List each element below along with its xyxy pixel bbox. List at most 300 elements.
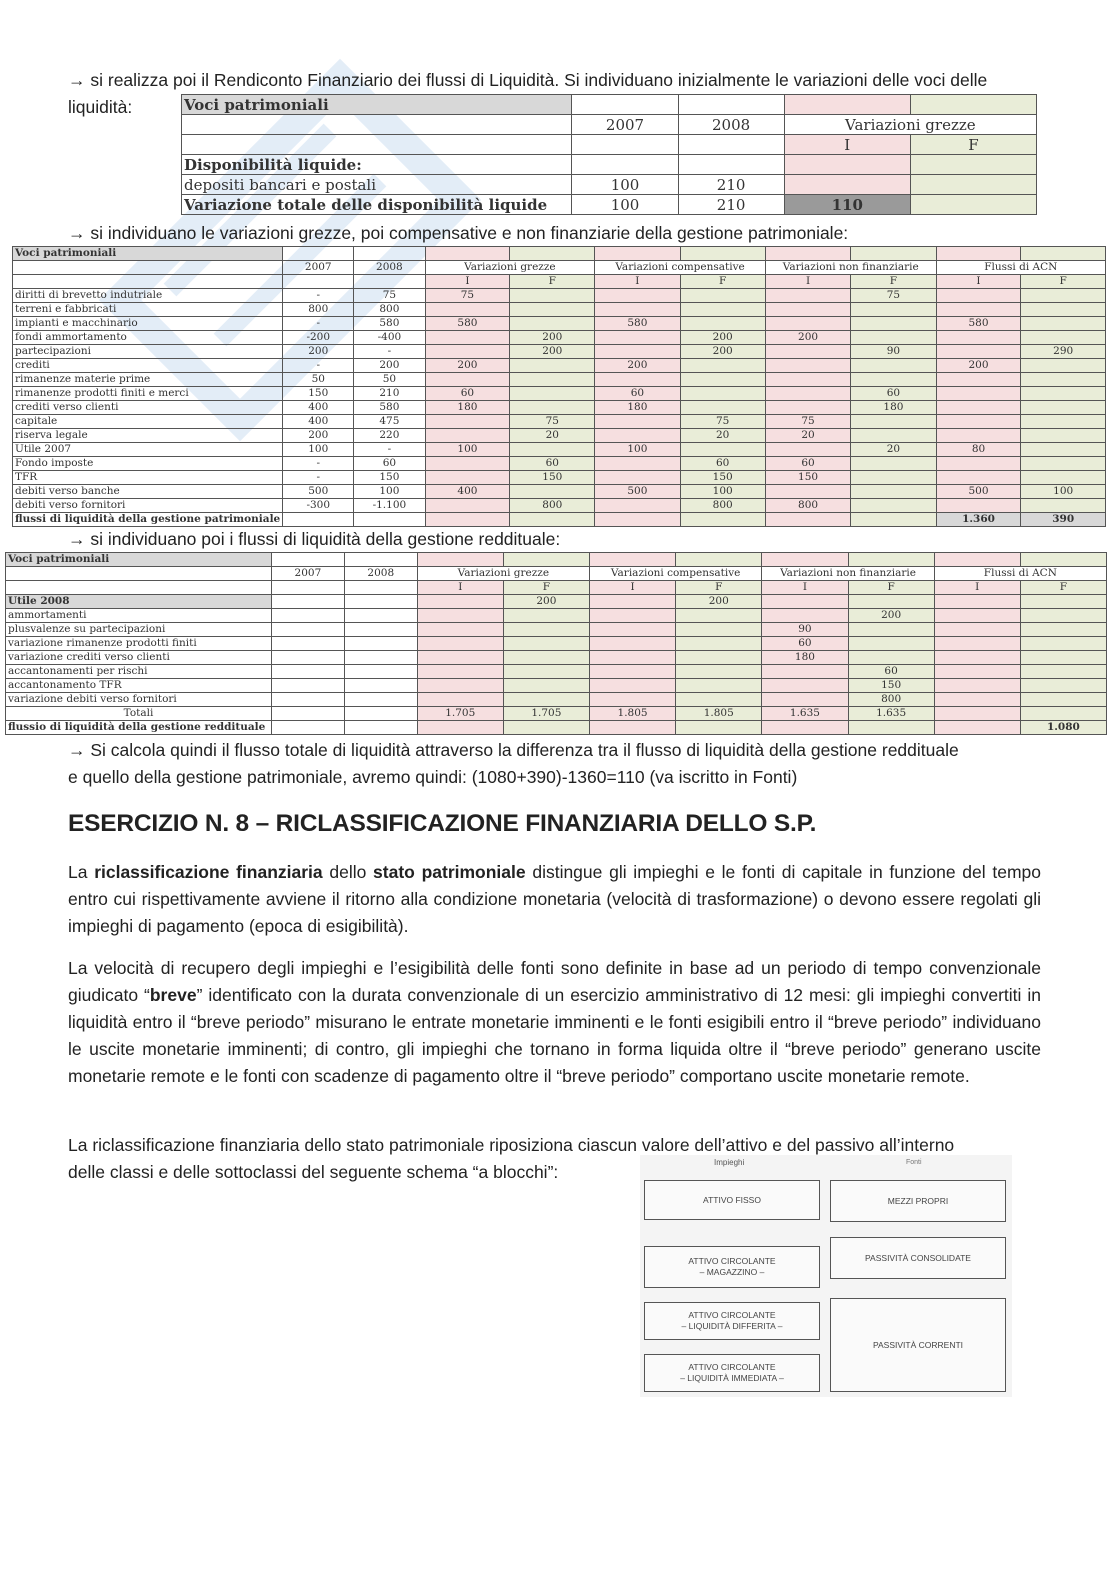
table-row bbox=[13, 289, 1106, 303]
year-value bbox=[344, 623, 417, 637]
flow-value bbox=[595, 499, 680, 513]
flow-value bbox=[589, 595, 675, 609]
table-row: Variazione totale delle disponibilità liquide 100 210 110 bbox=[182, 195, 1037, 215]
flow-value: 800 bbox=[510, 499, 595, 513]
flow-value bbox=[934, 693, 1020, 707]
flow-value bbox=[1020, 637, 1106, 651]
flow-value: 60 bbox=[595, 387, 680, 401]
flow-value: 100 bbox=[680, 485, 765, 499]
flow-value: 200 bbox=[765, 331, 850, 345]
flow-value bbox=[425, 345, 510, 359]
flow-value bbox=[676, 693, 762, 707]
year-value bbox=[271, 651, 344, 665]
flow-value bbox=[680, 317, 765, 331]
passivita-correnti-block: PASSIVITÀ CORRENTI bbox=[830, 1298, 1006, 1392]
flow-value bbox=[676, 637, 762, 651]
patrimonial-table: Voci patrimoniali 2007 2008 Variazioni grezze Variazioni compensative Variazioni non finanziarie Flussi di ACN I F I F I F I F diritti di brevetto indutriale - 75 75 75 terreni e fabbricati 800 800 impianti e macchinario - 580 580 580 580 fondi ammortamento -200 -400 200 200 200 partecipazioni 200 - 200 200 90 290 crediti - 200 200 200 200 rimanenze materie prime 50 50 rimanenze prodotti finiti e merci 150 210 60 60 60 crediti verso clienti 400 580 180 180 180 capitale 400 475 75 75 75 riserva legale 200 220 20 20 20 Utile 2007 100 - 100 100 20 80 Fondo imposte - 60 60 60 60 TFR - 150 150 150 150 debiti verso banche 500 100 400 500 100 500 100 debiti verso fornitori -300 -1.100 800 800 800 flussi di liquidità della gestione patrimoniale 1.360 390 bbox=[12, 246, 1106, 527]
flow-value bbox=[589, 623, 675, 637]
row-label: partecipazioni bbox=[13, 345, 283, 359]
year-value bbox=[271, 637, 344, 651]
year-value: -400 bbox=[354, 331, 425, 345]
section-label: Disponibilità liquide: bbox=[182, 155, 572, 175]
flow-value bbox=[762, 679, 848, 693]
year-value: - bbox=[283, 289, 354, 303]
flow-value bbox=[848, 651, 934, 665]
flow-value: 150 bbox=[680, 471, 765, 485]
flow-value: 60 bbox=[848, 665, 934, 679]
year-value: 150 bbox=[283, 387, 354, 401]
flow-value: 60 bbox=[425, 387, 510, 401]
table-row bbox=[6, 693, 1107, 707]
row-label: impianti e macchinario bbox=[13, 317, 283, 331]
flow-value: 200 bbox=[425, 359, 510, 373]
flow-value bbox=[765, 303, 850, 317]
flow-value bbox=[589, 609, 675, 623]
flow-value bbox=[851, 331, 936, 345]
row-label: capitale bbox=[13, 415, 283, 429]
flow-value bbox=[851, 471, 936, 485]
paragraph-3: La riclassificazione finanziaria dello stato patrimoniale riposiziona ciascun valore dell’attivo e del passivo all’interno delle classi e delle sottoclassi del seguente schema “a blocchi”: bbox=[68, 1135, 955, 1182]
totali-row: Totali 1.705 1.705 1.805 1.805 1.635 1.635 bbox=[6, 707, 1107, 721]
flow-value bbox=[680, 303, 765, 317]
table-header: Voci patrimoniali bbox=[13, 247, 283, 261]
flow-value bbox=[851, 415, 936, 429]
flow-value: 75 bbox=[425, 289, 510, 303]
flow-value bbox=[589, 651, 675, 665]
flow-value bbox=[851, 303, 936, 317]
row-label: variazione debiti verso fornitori bbox=[6, 693, 272, 707]
arrow-icon: → bbox=[68, 740, 86, 760]
ac-liquidita-immediata-block: ATTIVO CIRCOLANTE – LIQUIDITÀ IMMEDIATA – bbox=[644, 1354, 820, 1392]
row-label: debiti verso fornitori bbox=[13, 499, 283, 513]
table-row bbox=[13, 317, 1106, 331]
row-label: fondi ammortamento bbox=[13, 331, 283, 345]
flow-value bbox=[936, 415, 1021, 429]
year-value: 220 bbox=[354, 429, 425, 443]
flow-value bbox=[680, 359, 765, 373]
year-value: 100 bbox=[283, 443, 354, 457]
flow-value bbox=[676, 679, 762, 693]
flow-value bbox=[765, 443, 850, 457]
year-value bbox=[271, 595, 344, 609]
year-value: 400 bbox=[283, 415, 354, 429]
flow-value: 20 bbox=[851, 443, 936, 457]
flow-value: 60 bbox=[762, 637, 848, 651]
flow-value: 60 bbox=[680, 457, 765, 471]
flow-value bbox=[762, 609, 848, 623]
flow-value: 200 bbox=[936, 359, 1021, 373]
flow-value bbox=[851, 317, 936, 331]
paragraph-2: La velocità di recupero degli impieghi e l’esigibilità delle fonti sono definite in base ad un periodo di tempo convenzionale giudicato “breve” identificato con la durata convenzionale di un esercizio amministrativo di 12 mesi: gli impieghi convertiti in liquidità entro il “breve periodo” misurano le entrate monetarie imminenti e le fonti esigibili entro il “breve periodo” individuano le uscite monetarie imminenti; di contro, gli impieghi che tornano in forma liquida oltre il “breve periodo” generano uscite monetarie remote e le fonti con scadenze di pagamento oltre il “breve periodo” comportano uscite monetarie remote. bbox=[68, 958, 1041, 1086]
flow-value bbox=[934, 609, 1020, 623]
section-heading: ESERCIZIO N. 8 – RICLASSIFICAZIONE FINANZIARIA DELLO S.P. bbox=[68, 810, 817, 837]
flow-value bbox=[936, 345, 1021, 359]
flow-value bbox=[936, 429, 1021, 443]
flow-value bbox=[1021, 415, 1106, 429]
row-label: Utile 2007 bbox=[13, 443, 283, 457]
year-value bbox=[344, 665, 417, 679]
passivita-consolidate-block: PASSIVITÀ CONSOLIDATE bbox=[830, 1237, 1006, 1279]
flow-value bbox=[1021, 317, 1106, 331]
ac-liquidita-differita-block: ATTIVO CIRCOLANTE – LIQUIDITÀ DIFFERITA – bbox=[644, 1302, 820, 1340]
flow-value bbox=[934, 623, 1020, 637]
table-row bbox=[6, 651, 1107, 665]
year-value: - bbox=[283, 471, 354, 485]
flow-value: 500 bbox=[595, 485, 680, 499]
year-value: - bbox=[354, 345, 425, 359]
flow-value bbox=[934, 637, 1020, 651]
flow-value bbox=[762, 693, 848, 707]
flow-value bbox=[1020, 651, 1106, 665]
total-row: flussio di liquidità della gestione reddituale 1.080 bbox=[6, 721, 1107, 735]
flow-value bbox=[765, 359, 850, 373]
year-value: 50 bbox=[283, 373, 354, 387]
flow-value bbox=[934, 679, 1020, 693]
row-label: variazione rimanenze prodotti finiti bbox=[6, 637, 272, 651]
flow-value bbox=[765, 485, 850, 499]
flow-value bbox=[425, 499, 510, 513]
year-value: 150 bbox=[354, 471, 425, 485]
year-value: 50 bbox=[354, 373, 425, 387]
flow-value bbox=[851, 485, 936, 499]
flow-value: 20 bbox=[510, 429, 595, 443]
flow-value bbox=[595, 331, 680, 345]
flow-value: 20 bbox=[680, 429, 765, 443]
flow-value bbox=[510, 359, 595, 373]
year-value: 210 bbox=[354, 387, 425, 401]
year-value: - bbox=[283, 359, 354, 373]
flow-value: 290 bbox=[1021, 345, 1106, 359]
flow-value bbox=[848, 637, 934, 651]
flow-value bbox=[676, 665, 762, 679]
table-row bbox=[13, 485, 1106, 499]
flow-value: 200 bbox=[595, 359, 680, 373]
flow-value bbox=[1021, 289, 1106, 303]
flow-value bbox=[1021, 401, 1106, 415]
flow-value bbox=[503, 693, 589, 707]
flow-value bbox=[595, 345, 680, 359]
flow-value bbox=[1020, 623, 1106, 637]
flow-value bbox=[589, 637, 675, 651]
year-value: 400 bbox=[283, 401, 354, 415]
year-value bbox=[344, 595, 417, 609]
flow-value bbox=[425, 471, 510, 485]
table-row bbox=[13, 331, 1106, 345]
table-row bbox=[6, 609, 1107, 623]
flow-value bbox=[503, 651, 589, 665]
flow-value bbox=[1020, 679, 1106, 693]
year-value bbox=[344, 651, 417, 665]
flow-value: 150 bbox=[848, 679, 934, 693]
row-label: terreni e fabbricati bbox=[13, 303, 283, 317]
year-value bbox=[344, 609, 417, 623]
flow-value: 200 bbox=[510, 345, 595, 359]
flow-value bbox=[595, 415, 680, 429]
arrow-icon: → bbox=[68, 223, 86, 243]
flow-value bbox=[680, 387, 765, 401]
flow-value: 150 bbox=[765, 471, 850, 485]
row-label: crediti bbox=[13, 359, 283, 373]
flow-value bbox=[848, 623, 934, 637]
flow-value bbox=[1021, 471, 1106, 485]
flow-value bbox=[417, 693, 503, 707]
flow-value: 75 bbox=[765, 415, 850, 429]
row-label: ammortamenti bbox=[6, 609, 272, 623]
flow-value: 800 bbox=[765, 499, 850, 513]
flow-value bbox=[765, 401, 850, 415]
flow-value bbox=[936, 331, 1021, 345]
flow-value: 400 bbox=[425, 485, 510, 499]
flow-value bbox=[765, 289, 850, 303]
table-row bbox=[13, 415, 1106, 429]
flow-value bbox=[676, 623, 762, 637]
flow-value bbox=[1020, 609, 1106, 623]
flow-value bbox=[934, 651, 1020, 665]
year-value: 475 bbox=[354, 415, 425, 429]
flow-value: 75 bbox=[851, 289, 936, 303]
year-value bbox=[271, 679, 344, 693]
flow-value bbox=[851, 499, 936, 513]
row-label: Fondo imposte bbox=[13, 457, 283, 471]
flow-value bbox=[589, 693, 675, 707]
flow-value: 180 bbox=[425, 401, 510, 415]
row-label: riserva legale bbox=[13, 429, 283, 443]
year-value: - bbox=[283, 317, 354, 331]
year-value: -1.100 bbox=[354, 499, 425, 513]
flow-value: 800 bbox=[680, 499, 765, 513]
row-label: rimanenze materie prime bbox=[13, 373, 283, 387]
row-label: accantonamento TFR bbox=[6, 679, 272, 693]
year-value: - bbox=[283, 457, 354, 471]
table-header: Voci patrimoniali bbox=[6, 553, 272, 567]
row-label: accantonamenti per rischi bbox=[6, 665, 272, 679]
flow-value bbox=[1021, 373, 1106, 387]
flow-value bbox=[1021, 331, 1106, 345]
table-row bbox=[6, 595, 1107, 609]
flow-value: 500 bbox=[936, 485, 1021, 499]
flow-value bbox=[510, 289, 595, 303]
flow-value bbox=[851, 429, 936, 443]
table-row bbox=[6, 665, 1107, 679]
flow-value bbox=[1020, 665, 1106, 679]
flow-value bbox=[417, 623, 503, 637]
flow-value: 180 bbox=[762, 651, 848, 665]
flow-value bbox=[510, 373, 595, 387]
year-value: 580 bbox=[354, 401, 425, 415]
flow-value bbox=[510, 443, 595, 457]
flow-value bbox=[676, 609, 762, 623]
flow-value bbox=[851, 359, 936, 373]
flow-value bbox=[1021, 303, 1106, 317]
flow-value: 200 bbox=[680, 331, 765, 345]
flow-value bbox=[936, 289, 1021, 303]
flow-value: 80 bbox=[936, 443, 1021, 457]
flow-value bbox=[680, 373, 765, 387]
flow-value bbox=[510, 401, 595, 415]
flow-value bbox=[936, 373, 1021, 387]
flow-value bbox=[1021, 457, 1106, 471]
year-value: 200 bbox=[283, 345, 354, 359]
flow-value bbox=[425, 331, 510, 345]
flow-value bbox=[851, 373, 936, 387]
flow-value bbox=[503, 609, 589, 623]
flow-value: 100 bbox=[595, 443, 680, 457]
flow-value bbox=[1020, 693, 1106, 707]
flow-value: 60 bbox=[851, 387, 936, 401]
flow-value bbox=[417, 651, 503, 665]
flow-value bbox=[762, 595, 848, 609]
flow-value: 200 bbox=[676, 595, 762, 609]
year-value: - bbox=[354, 443, 425, 457]
year-value: 100 bbox=[354, 485, 425, 499]
row-label: TFR bbox=[13, 471, 283, 485]
table-row bbox=[13, 499, 1106, 513]
flow-value bbox=[503, 637, 589, 651]
flow-value bbox=[595, 471, 680, 485]
flow-value bbox=[1021, 359, 1106, 373]
flow-value bbox=[676, 651, 762, 665]
flow-value: 200 bbox=[680, 345, 765, 359]
year-value bbox=[271, 623, 344, 637]
intro-paragraph-1: → si realizza poi il Rendiconto Finanziario dei flussi di Liquidità. Si individuano inizialmente le variazioni delle voci delle liquidità: bbox=[68, 70, 988, 117]
flow-value: 580 bbox=[595, 317, 680, 331]
row-label: crediti verso clienti bbox=[13, 401, 283, 415]
year-value bbox=[344, 679, 417, 693]
flow-value bbox=[765, 317, 850, 331]
table-row: depositi bancari e postali 100 210 bbox=[182, 175, 1037, 195]
row-label: plusvalenze su partecipazioni bbox=[6, 623, 272, 637]
flow-value bbox=[765, 345, 850, 359]
income-table: Voci patrimoniali 2007 2008 Variazioni grezze Variazioni compensative Variazioni non finanziarie Flussi di ACN I F I F I F I F Utile 2008 200 200 ammortamenti 200 plusvalenze su partecipazioni 90 variazione rimanenze prodotti finiti 60 variazione crediti verso clienti 180 accantonamenti per rischi 60 accantonamento TFR 150 variazione debiti verso fornitori 800 Totali 1.705 1.705 1.805 1.805 1.635 1.635 flussio di liquidità della gestione reddituale 1.080 bbox=[5, 552, 1107, 735]
year-value bbox=[271, 665, 344, 679]
flow-value bbox=[1021, 499, 1106, 513]
row-label: variazione crediti verso clienti bbox=[6, 651, 272, 665]
row-label: Utile 2008 bbox=[6, 595, 272, 609]
flow-value bbox=[936, 387, 1021, 401]
flow-value bbox=[1021, 429, 1106, 443]
year-value: 580 bbox=[354, 317, 425, 331]
flow-value bbox=[1021, 443, 1106, 457]
flow-value: 100 bbox=[425, 443, 510, 457]
flow-value: 90 bbox=[851, 345, 936, 359]
year-value bbox=[344, 637, 417, 651]
flow-value bbox=[936, 457, 1021, 471]
flow-value bbox=[1020, 595, 1106, 609]
year-value: 200 bbox=[354, 359, 425, 373]
arrow-icon: → bbox=[68, 70, 86, 90]
flow-value bbox=[765, 387, 850, 401]
flow-value: 75 bbox=[510, 415, 595, 429]
flow-value: 200 bbox=[503, 595, 589, 609]
flow-value bbox=[510, 485, 595, 499]
table-row bbox=[13, 401, 1106, 415]
ac-magazzino-block: ATTIVO CIRCOLANTE – MAGAZZINO – bbox=[644, 1246, 820, 1288]
flow-value bbox=[595, 289, 680, 303]
flow-value: 800 bbox=[848, 693, 934, 707]
fonti-label: Fonti bbox=[906, 1159, 922, 1166]
table-row bbox=[13, 443, 1106, 457]
flow-value: 20 bbox=[765, 429, 850, 443]
table-row bbox=[13, 471, 1106, 485]
table-row bbox=[6, 637, 1107, 651]
flow-value bbox=[765, 373, 850, 387]
block-diagram bbox=[640, 1155, 1012, 1397]
table-row bbox=[6, 679, 1107, 693]
paragraph-1: La riclassificazione finanziaria dello stato patrimoniale distingue gli impieghi e le fonti di capitale in funzione del tempo entro cui rispettivamente avviene il ritorno alla condizione monetaria (velocità di trasformazione) o devono essere regolati gli impieghi di pagamento (epoca di esigibilità). bbox=[68, 862, 1041, 936]
flow-value: 580 bbox=[425, 317, 510, 331]
impieghi-label: Impieghi bbox=[714, 1158, 745, 1167]
year-value bbox=[344, 693, 417, 707]
year-value: -200 bbox=[283, 331, 354, 345]
flow-value: 200 bbox=[510, 331, 595, 345]
flow-value bbox=[936, 303, 1021, 317]
year-value: 60 bbox=[354, 457, 425, 471]
flow-value bbox=[936, 499, 1021, 513]
flow-value bbox=[680, 289, 765, 303]
flow-value bbox=[417, 595, 503, 609]
intro-paragraph-2: → si individuano le variazioni grezze, poi compensative e non finanziarie della gestione patrimoniale: bbox=[68, 223, 849, 243]
year-value: 800 bbox=[283, 303, 354, 317]
flow-value bbox=[595, 303, 680, 317]
flow-value bbox=[936, 401, 1021, 415]
year-value: -300 bbox=[283, 499, 354, 513]
flow-value bbox=[425, 373, 510, 387]
attivo-fisso-block: ATTIVO FISSO bbox=[644, 1180, 820, 1220]
flow-value bbox=[851, 457, 936, 471]
flow-value bbox=[425, 457, 510, 471]
table-row bbox=[6, 623, 1107, 637]
row-label: debiti verso banche bbox=[13, 485, 283, 499]
year-value: 500 bbox=[283, 485, 354, 499]
flow-value: 180 bbox=[595, 401, 680, 415]
flow-value: 150 bbox=[510, 471, 595, 485]
table-row bbox=[13, 373, 1106, 387]
year-value: 200 bbox=[283, 429, 354, 443]
row-label: rimanenze prodotti finiti e merci bbox=[13, 387, 283, 401]
flow-value: 90 bbox=[762, 623, 848, 637]
year-value bbox=[271, 609, 344, 623]
flow-value: 200 bbox=[848, 609, 934, 623]
table-row bbox=[13, 303, 1106, 317]
table-row bbox=[13, 345, 1106, 359]
flow-value bbox=[680, 401, 765, 415]
row-label: diritti di brevetto indutriale bbox=[13, 289, 283, 303]
flow-value bbox=[417, 637, 503, 651]
arrow-icon: → bbox=[68, 529, 86, 549]
flow-value bbox=[680, 443, 765, 457]
table-header: Voci patrimoniali bbox=[182, 95, 572, 115]
flow-value bbox=[595, 429, 680, 443]
liquidity-table: Voci patrimoniali 2007 2008 Variazioni grezze I F Disponibilità liquide: depositi bancari e postali 100 210 Variazione totale delle disponibilità liquide 100 210 110 bbox=[181, 94, 1037, 215]
table-row bbox=[13, 429, 1106, 443]
flow-value: 75 bbox=[680, 415, 765, 429]
year-value: 75 bbox=[354, 289, 425, 303]
table-row bbox=[13, 457, 1106, 471]
flow-value bbox=[503, 665, 589, 679]
flow-value bbox=[595, 373, 680, 387]
flow-value: 60 bbox=[765, 457, 850, 471]
total-row: flussi di liquidità della gestione patrimoniale 1.360 390 bbox=[13, 513, 1106, 527]
intro-paragraph-3: → si individuano poi i flussi di liquidità della gestione reddituale: bbox=[68, 529, 561, 549]
flow-value bbox=[425, 415, 510, 429]
flow-value bbox=[762, 665, 848, 679]
table-row bbox=[13, 359, 1106, 373]
flow-value bbox=[589, 679, 675, 693]
flow-value bbox=[425, 429, 510, 443]
flow-value bbox=[503, 679, 589, 693]
flow-value bbox=[589, 665, 675, 679]
flow-value bbox=[503, 623, 589, 637]
